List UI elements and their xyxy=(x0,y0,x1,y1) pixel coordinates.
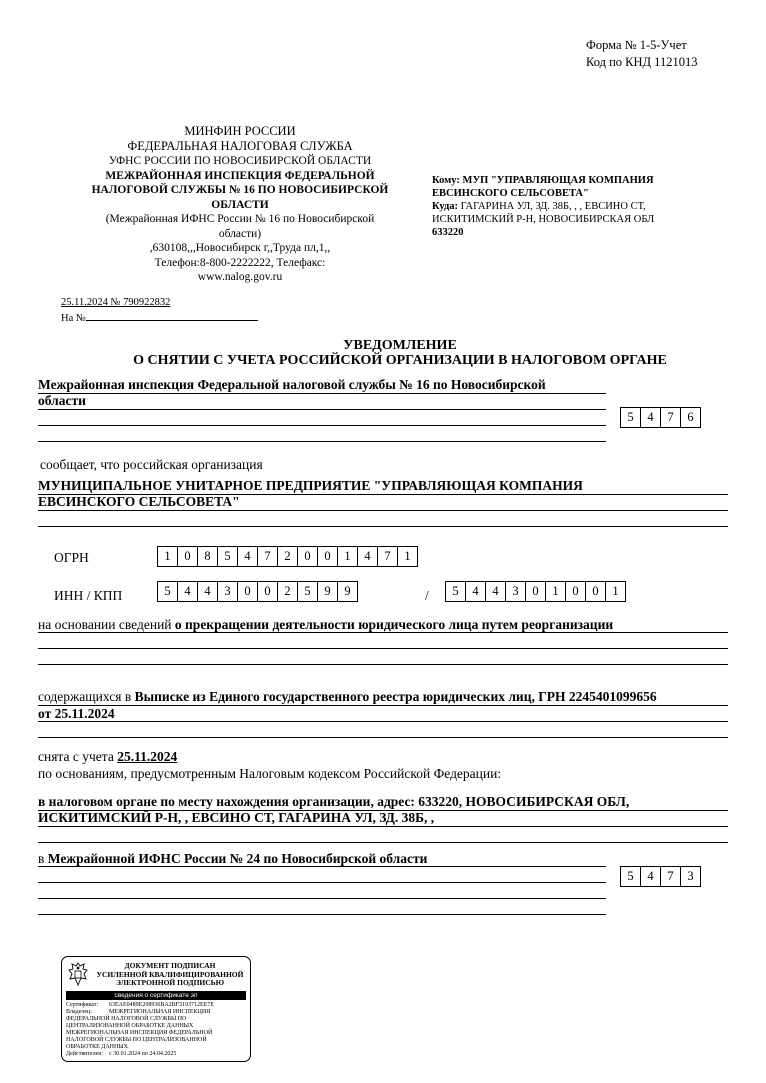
kpp-digit: 0 xyxy=(525,581,546,602)
org-underline-2 xyxy=(38,510,728,511)
sender-website: www.nalog.gov.ru xyxy=(197,271,283,283)
kpp-digit: 4 xyxy=(485,581,506,602)
inspection-line-1: МЕЖРАЙОННАЯ ИНСПЕКЦИЯ ФЕДЕРАЛЬНОЙ xyxy=(105,169,375,182)
kpp-digit: 4 xyxy=(465,581,486,602)
ogrn-digit: 4 xyxy=(237,546,258,567)
code-cell: 5 xyxy=(620,407,641,428)
ogrn-digit: 1 xyxy=(397,546,418,567)
ogrn-digit: 8 xyxy=(197,546,218,567)
document-date: 25.11.2024 xyxy=(61,297,108,308)
new-authority-text: Межрайонной ИФНС России № 24 по Новосибирской области xyxy=(47,851,428,866)
inn-digit: 5 xyxy=(297,581,318,602)
source-underline-1 xyxy=(38,705,728,706)
cert-value: 63EAE0489E208936BA2BF3193712EE7E xyxy=(109,1002,214,1008)
basis-underline-2 xyxy=(38,648,728,649)
document-reference xyxy=(61,296,258,326)
org-underline-3 xyxy=(38,526,728,527)
inn-digit: 4 xyxy=(197,581,218,602)
inn-kpp-separator: / xyxy=(425,588,429,603)
kpp-digit: 0 xyxy=(585,581,606,602)
reports-text: сообщает, что российская организация xyxy=(40,457,263,472)
kpp-digit: 1 xyxy=(545,581,566,602)
authority-code xyxy=(620,407,701,428)
org-name-line-2: ЕВСИНСКОГО СЕЛЬСОВЕТА" xyxy=(38,494,240,509)
signature-heading xyxy=(92,962,248,988)
source-line xyxy=(38,689,657,705)
inn-digit: 5 xyxy=(157,581,178,602)
new-authority-prefix: в xyxy=(38,851,45,866)
authority-underline-3 xyxy=(38,425,606,426)
ogrn-digit: 4 xyxy=(357,546,378,567)
sender-address: ,630108,,,Новосибирск г,,Труда пл,1,, xyxy=(149,242,331,254)
authority-underline-2 xyxy=(38,409,606,410)
kpp-digit: 1 xyxy=(605,581,626,602)
owner-label: Владелец: xyxy=(66,1009,92,1015)
code-cell: 7 xyxy=(660,866,681,887)
basis-line xyxy=(38,617,613,633)
certificate-details xyxy=(66,1002,250,1058)
electronic-signature-stamp xyxy=(61,956,251,1062)
ogrn-digit: 2 xyxy=(277,546,298,567)
where-line-1: ГАГАРИНА УЛ, ЗД. 38Б, , , ЕВСИНО СТ, xyxy=(460,201,646,212)
ogrn-digit: 0 xyxy=(177,546,198,567)
tax-service: ФЕДЕРАЛЬНАЯ НАЛОГОВАЯ СЛУЖБА xyxy=(127,139,353,153)
valid-label: Действителен: xyxy=(66,1051,104,1057)
authority-line-2: области xyxy=(38,393,86,408)
code-cell: 4 xyxy=(640,407,661,428)
kpp-digit: 3 xyxy=(505,581,526,602)
inspection-line-2: НАЛОГОВОЙ СЛУЖБЫ № 16 ПО НОВОСИБИРСКОЙ xyxy=(91,184,389,196)
where-label: Куда: xyxy=(432,201,458,212)
deregistered-grounds: по основаниям, предусмотренным Налоговым кодексом Российской Федерации: xyxy=(38,766,502,781)
new-authority-underline-1 xyxy=(38,866,606,867)
inn-digit: 9 xyxy=(337,581,358,602)
org-name-line-1: МУНИЦИПАЛЬНОЕ УНИТАРНОЕ ПРЕДПРИЯТИЕ "УПРАВЛЯЮЩАЯ КОМПАНИЯ xyxy=(38,478,583,493)
deregistered-line xyxy=(38,749,177,765)
source-underline-3 xyxy=(38,737,728,738)
code-cell: 3 xyxy=(680,866,701,887)
ogrn-digit: 7 xyxy=(257,546,278,567)
ministry: МИНФИН РОССИИ xyxy=(184,124,296,138)
inspection-line-3: ОБЛАСТИ xyxy=(211,198,269,211)
inn-digit: 2 xyxy=(277,581,298,602)
authority-line-1: Межрайонная инспекция Федеральной налоговой службы № 16 по Новосибирской xyxy=(38,377,546,392)
owner-line-4: МЕЖРЕГИОНАЛЬНАЯ ИНСПЕКЦИЯ ФЕДЕРАЛЬНОЙ xyxy=(66,1030,213,1036)
new-authority-underline-2 xyxy=(38,882,606,883)
code-cell: 7 xyxy=(660,407,681,428)
location-underline-2 xyxy=(38,826,728,827)
inn-digit: 0 xyxy=(257,581,278,602)
code-cell: 4 xyxy=(640,866,661,887)
sender-phone: Телефон:8-800-2222222, Телефакс: xyxy=(154,256,326,269)
to-line-2: ЕВСИНСКОГО СЕЛЬСОВЕТА" xyxy=(432,188,589,199)
source-underline-2 xyxy=(38,721,728,722)
location-line-1: в налоговом органе по месту нахождения организации, адрес: 633220, НОВОСИБИРСКАЯ ОБЛ, xyxy=(38,794,630,809)
signature-heading-1: ДОКУМЕНТ ПОДПИСАН xyxy=(124,961,216,970)
source-prefix: содержащихся в xyxy=(38,689,132,704)
inn-digit: 9 xyxy=(317,581,338,602)
form-number: Форма № 1-5-Учет xyxy=(586,38,687,52)
ogrn-digit: 7 xyxy=(377,546,398,567)
location-underline-3 xyxy=(38,842,728,843)
title-line-1: УВЕДОМЛЕНИЕ xyxy=(343,338,457,353)
to-label: Кому: xyxy=(432,175,460,186)
emblem-icon xyxy=(66,961,90,987)
to-line-1: МУП "УПРАВЛЯЮЩАЯ КОМПАНИЯ xyxy=(462,175,654,186)
inn-digit: 3 xyxy=(217,581,238,602)
regional-office: УФНС РОССИИ ПО НОВОСИБИРСКОЙ ОБЛАСТИ xyxy=(108,155,372,167)
new-authority-underline-3 xyxy=(38,898,606,899)
kpp-cells xyxy=(445,581,626,602)
code-cell: 5 xyxy=(620,866,641,887)
source-text: Выписке из Единого государственного реестра юридических лиц, ГРН 2245401099656 xyxy=(134,689,657,704)
deregistered-prefix: снята с учета xyxy=(38,749,114,764)
signature-heading-2: УСИЛЕННОЙ КВАЛИФИЦИРОВАННОЙ xyxy=(96,969,244,979)
owner-line-1: МЕЖРЕГИОНАЛЬНАЯ ИНСПЕКЦИЯ xyxy=(109,1009,211,1015)
signature-heading-3: ЭЛЕКТРОННОЙ ПОДПИСЬЮ xyxy=(115,978,225,987)
reply-to-label: На № xyxy=(61,313,86,324)
deregistered-date: 25.11.2024 xyxy=(117,749,178,764)
ogrn-digit: 5 xyxy=(217,546,238,567)
inn-digit: 0 xyxy=(237,581,258,602)
kpp-digit: 5 xyxy=(445,581,466,602)
owner-line-6: ОБРАБОТКЕ ДАННЫХ xyxy=(66,1044,128,1050)
ogrn-cells xyxy=(157,546,418,567)
kpp-digit: 0 xyxy=(565,581,586,602)
where-line-2: ИСКИТИМСКИЙ Р-Н, НОВОСИБИРСКАЯ ОБЛ xyxy=(432,214,655,225)
certificate-bar: сведения о сертификате эп xyxy=(66,991,246,1000)
reply-to-line xyxy=(86,310,258,321)
owner-line-5: НАЛОГОВОЙ СЛУЖБЫ ПО ЦЕНТРАЛИЗОВАННОЙ xyxy=(66,1037,207,1043)
document-title xyxy=(30,338,766,368)
inn-digit: 4 xyxy=(177,581,198,602)
knd-code: Код по КНД 1121013 xyxy=(586,55,698,69)
number-sign: № xyxy=(110,297,121,308)
location-line-2: ИСКИТИМСКИЙ Р-Н, , ЕВСИНО СТ, ГАГАРИНА УЛ, ЗД. 38Б, , xyxy=(38,810,435,825)
ogrn-label: ОГРН xyxy=(54,550,89,565)
basis-underline-1 xyxy=(38,632,728,633)
basis-prefix: на основании сведений xyxy=(38,617,172,632)
basis-underline-3 xyxy=(38,664,728,665)
cert-label: Сертификат: xyxy=(66,1002,99,1008)
ogrn-digit: 0 xyxy=(317,546,338,567)
form-code xyxy=(586,37,697,71)
owner-line-2: ФЕДЕРАЛЬНОЙ НАЛОГОВОЙ СЛУЖБЫ ПО xyxy=(66,1016,187,1022)
ogrn-digit: 1 xyxy=(337,546,358,567)
new-authority-code xyxy=(620,866,701,887)
source-date: от 25.11.2024 xyxy=(38,706,115,721)
inspection-short-2: области) xyxy=(218,227,262,240)
code-cell: 6 xyxy=(680,407,701,428)
basis-text: о прекращении деятельности юридического лица путем реорганизации xyxy=(174,617,614,632)
recipient-block xyxy=(432,174,722,239)
where-postcode: 633220 xyxy=(432,227,464,238)
inn-cells xyxy=(157,581,358,602)
inn-kpp-label: ИНН / КПП xyxy=(54,588,123,603)
inspection-short-1: (Межрайонная ИФНС России № 16 по Новосибирской xyxy=(105,213,375,225)
ogrn-digit: 0 xyxy=(297,546,318,567)
new-authority-line xyxy=(38,851,427,867)
sender-block xyxy=(40,124,440,285)
valid-value: с 30.01.2024 по 24.04.2025 xyxy=(109,1051,177,1057)
title-line-2: О СНЯТИИ С УЧЕТА РОССИЙСКОЙ ОРГАНИЗАЦИИ В НАЛОГОВОМ ОРГАНЕ xyxy=(133,353,667,368)
new-authority-underline-4 xyxy=(38,914,606,915)
document-number: 790922832 xyxy=(123,297,171,308)
authority-underline-4 xyxy=(38,441,606,442)
authority-underline-1 xyxy=(38,393,606,394)
owner-line-3: ЦЕНТРАЛИЗОВАННОЙ ОБРАБОТКЕ ДАННЫХ xyxy=(66,1023,194,1029)
ogrn-digit: 1 xyxy=(157,546,178,567)
